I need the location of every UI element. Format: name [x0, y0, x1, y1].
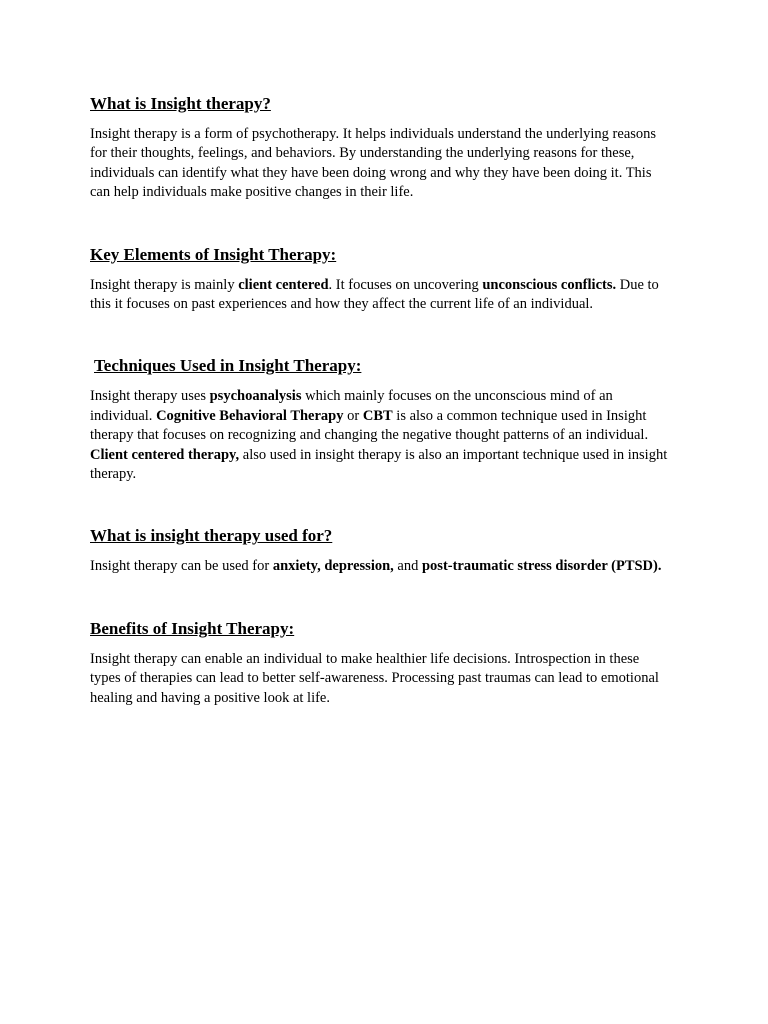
text-run: . It focuses on uncovering	[328, 276, 483, 293]
section-paragraph	[90, 276, 672, 315]
section-paragraph	[90, 125, 672, 203]
text-run: Insight therapy is a form of psychotherapy. It helps individuals understand the underlying reasons for their thoughts, feelings, and behaviors. By understanding the underlying reasons for these, individuals can identify what they have been doing wrong and why they have been doing it. This can help individuals make positive changes in their life.	[90, 126, 657, 201]
text-run: Due to this it focuses on past experiences and how they affect the current life of an individual.	[90, 276, 659, 313]
section-paragraph	[90, 650, 672, 708]
section-heading: Benefits of Insight Therapy:	[90, 618, 295, 638]
bold-text: Client centered therapy,	[90, 446, 240, 463]
section-key-elements	[90, 243, 672, 315]
text-run: is also a common technique used in Insight therapy that focuses on recognizing and changing the negative thought patterns of an individual.	[90, 407, 649, 444]
text-run: also used in insight therapy is also an important technique used in insight therapy.	[90, 446, 668, 483]
bold-text: psychoanalysis	[209, 388, 302, 405]
section-paragraph	[90, 557, 672, 576]
text-run: and	[393, 558, 422, 575]
bold-text: client centered	[238, 276, 329, 293]
section-heading: What is insight therapy used for?	[90, 526, 333, 546]
section-heading: What is Insight therapy?	[90, 94, 271, 113]
section-used-for	[90, 524, 672, 576]
section-heading: Key Elements of Insight Therapy:	[90, 244, 337, 264]
bold-text: unconscious conflicts.	[482, 276, 617, 293]
text-run: Insight therapy is mainly	[90, 276, 239, 293]
text-run: which mainly focuses on the unconscious mind of an individual.	[90, 388, 613, 424]
text-run: Insight therapy uses	[90, 388, 210, 405]
bold-text: anxiety, depression,	[272, 558, 394, 575]
section-techniques	[90, 354, 672, 484]
section-benefits	[90, 617, 672, 708]
section-heading: Techniques Used in Insight Therapy:	[94, 356, 362, 376]
bold-text: post-traumatic stress disorder (PTSD).	[421, 558, 662, 575]
bold-text: CBT	[362, 407, 393, 424]
text-run: or	[343, 407, 363, 424]
bold-text: Cognitive Behavioral Therapy	[156, 407, 344, 424]
document-body	[90, 92, 672, 748]
section-what-is-insight-therapy	[90, 92, 672, 203]
text-run: Insight therapy can enable an individual to make healthier life decisions. Introspection in these types of therapies can lead to better self-awareness. Processing past traumas can lead to emotional healing and having a positive look at life.	[90, 650, 659, 706]
section-paragraph	[90, 387, 672, 484]
text-run: Insight therapy can be used for	[90, 558, 273, 575]
